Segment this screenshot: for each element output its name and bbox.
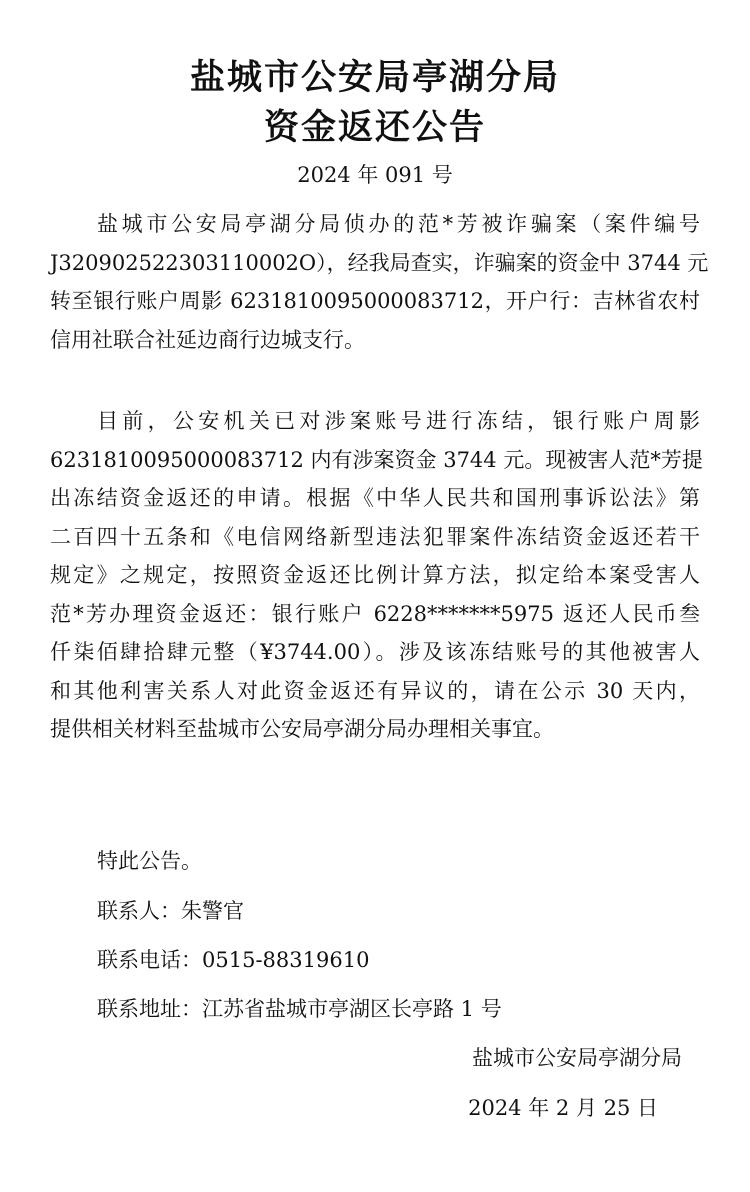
signature-organization: 盐城市公安局亭湖分局: [472, 1046, 682, 1070]
document-subtitle: 资金返还公告: [263, 107, 486, 148]
contact-person: 联系人：朱警官: [97, 899, 244, 923]
paragraph-line: 盐城市公安局亭湖分局侦办的范*芳被诈骗案（案件编号: [97, 212, 700, 236]
paragraph-line: 二百四十五条和《电信网络新型违法犯罪案件冻结资金返还若干: [50, 524, 700, 549]
contact-phone: 联系电话：0515-88319610: [97, 948, 370, 972]
document-number: 2024 年 091 号: [297, 163, 453, 187]
paragraph-line: 6231810095000083712 内有涉案资金 3744 元。现被害人范*芳提: [50, 447, 703, 472]
paragraph-line: 出冻结资金返还的申请。根据《中华人民共和国刑事诉讼法》第: [50, 486, 700, 510]
paragraph-line: 信用社联合社延边商行边城支行。: [50, 327, 365, 352]
paragraph-case-details: [50, 205, 709, 359]
paragraph-line: J320902522303110002O），经我局查实，诈骗案的资金中 3744 元: [50, 250, 709, 275]
paragraph-line: 范*芳办理资金返还：银行账户 6228*******5975 返还人民币叁: [50, 601, 700, 626]
signature-date: 2024 年 2 月 25 日: [468, 1096, 658, 1120]
document-title: 盐城市公安局亭湖分局: [189, 57, 560, 98]
paragraph-line: 规定》之规定，按照资金返还比例计算方法，拟定给本案受害人: [50, 563, 700, 587]
paragraph-line: 和其他利害关系人对此资金返还有异议的，请在公示 30 天内，: [50, 678, 700, 703]
paragraph-line: 转至银行账户周影 6231810095000083712，开户行：吉林省农村: [50, 289, 700, 313]
paragraph-line: 提供相关材料至盐城市公安局亭湖分局办理相关事宜。: [50, 717, 554, 741]
paragraph-refund-details: [50, 402, 703, 749]
contact-address: 联系地址：江苏省盐城市亭湖区长亭路 1 号: [97, 997, 502, 1021]
closing-statement: 特此公告。: [97, 849, 202, 873]
paragraph-line: 仟柒佰肆拾肆元整（¥3744.00）。涉及该冻结账号的其他被害人: [50, 640, 700, 664]
paragraph-line: 目前，公安机关已对涉案账号进行冻结，银行账户周影: [97, 409, 700, 433]
